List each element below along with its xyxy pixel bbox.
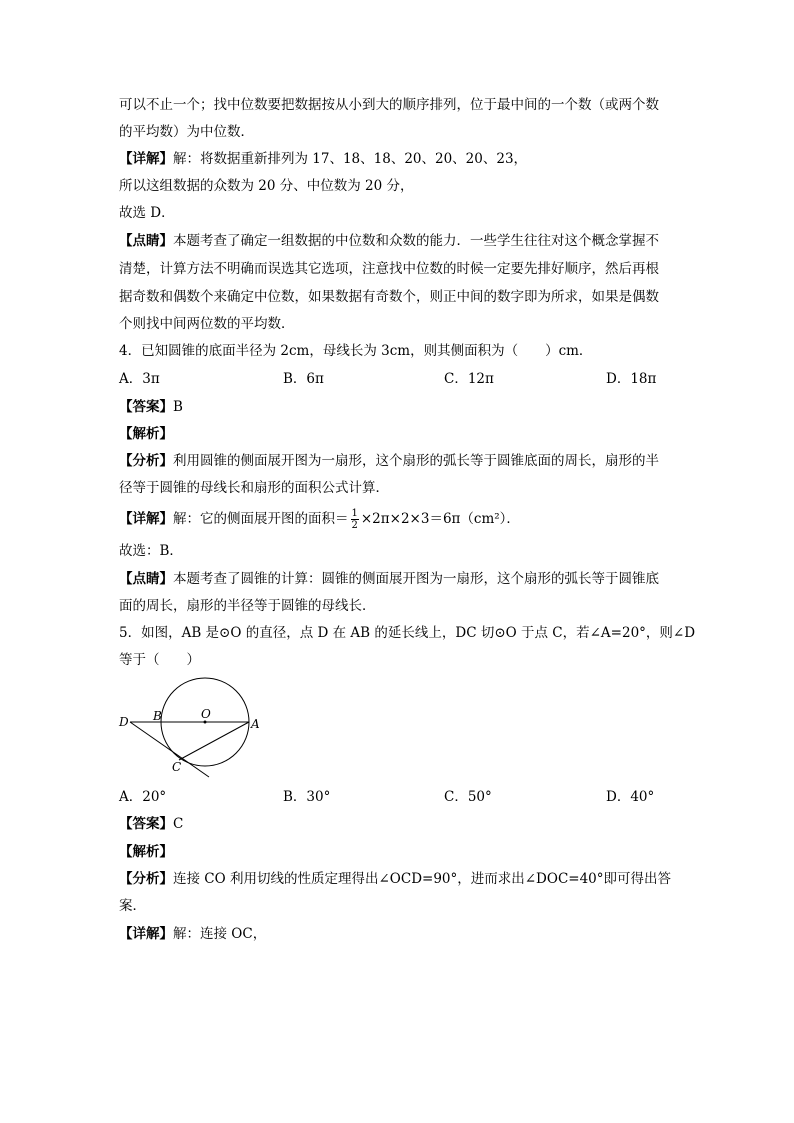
q5-detail-line	[119, 924, 679, 944]
text-line: 等于（ ）	[119, 652, 200, 668]
text-line: 可以不止一个；找中位数要把数据按从小到大的顺序排列，位于最中间的一个数（或两个数	[119, 97, 659, 113]
q4-option-b: B．6π	[283, 371, 324, 387]
q4-stem: 4．已知圆锥的底面半径为 2cm，母线长为 3cm，则其侧面积为（ ）cm．	[119, 343, 593, 359]
q5-option-b: B．30°	[283, 789, 331, 805]
text: 解：它的侧面展开图的面积＝	[173, 511, 349, 527]
text: 本题考查了确定一组数据的中位数和众数的能力．一些学生往往对这个概念掌握不	[173, 233, 659, 249]
text-line: 据奇数和偶数个来确定中位数，如果数据有奇数个，则正中间的数字即为所求，如果是偶数	[119, 289, 659, 305]
text-line: 的平均数）为中位数．	[119, 124, 254, 140]
section-tag: 【答案】	[119, 816, 173, 832]
geometry-figure	[117, 676, 267, 781]
q5-fenxi-line	[119, 869, 679, 889]
q4-option-c: C．12π	[444, 371, 494, 387]
answer-value: C	[173, 816, 184, 832]
label-c: C	[172, 760, 182, 774]
q4-analysis-tag: 【解析】	[119, 426, 173, 442]
text-line: 清楚，计算方法不明确而误选其它选项，注意找中位数的时候一定要先排好顺序，然后再根	[119, 261, 659, 277]
q4-comment-line	[119, 569, 679, 589]
section-tag: 【分析】	[119, 453, 173, 469]
q5-option-a: A．20°	[119, 789, 167, 805]
q4-fenxi-line	[119, 451, 679, 471]
q4-answer-line	[119, 397, 679, 417]
q3-comment-line	[119, 231, 679, 251]
text: 连接 CO 利用切线的性质定理得出∠OCD=90°，进而求出∠DOC=40°即可得出答	[173, 871, 672, 887]
q4-option-d: D．18π	[606, 371, 657, 387]
chord-ac	[179, 722, 249, 760]
text-line: 个则找中间两位数的平均数．	[119, 316, 295, 332]
section-tag: 【分析】	[119, 871, 173, 887]
text-line: 故选：B．	[119, 543, 183, 559]
text: 解：连接 OC，	[173, 926, 267, 942]
q5-stem: 5．如图，AB 是⊙O 的直径，点 D 在 AB 的延长线上，DC 切⊙O 于点 C，若∠A=20°，则∠D	[119, 625, 696, 641]
answer-value: B	[173, 399, 183, 415]
text-line: 径等于圆锥的母线长和扇形的面积公式计算．	[119, 480, 389, 496]
section-tag: 【详解】	[119, 151, 173, 167]
section-tag: 【详解】	[119, 926, 173, 942]
fraction-denominator: 2	[351, 520, 358, 531]
fraction-numerator: 1	[351, 508, 358, 519]
q3-detail-line	[119, 149, 679, 169]
q5-analysis-tag: 【解析】	[119, 844, 173, 860]
section-tag: 【详解】	[119, 511, 173, 527]
text: 本题考查了圆锥的计算：圆锥的侧面展开图为一扇形，这个扇形的弧长等于圆锥底	[173, 571, 659, 587]
q5-answer-line	[119, 814, 679, 834]
q4-detail-line	[119, 508, 679, 531]
text-line: 案．	[119, 898, 146, 914]
q5-option-c: C．50°	[444, 789, 492, 805]
fraction	[351, 508, 359, 531]
label-o: O	[201, 707, 211, 721]
section-tag: 【答案】	[119, 399, 173, 415]
text-line: 故选 D．	[119, 205, 175, 221]
text: 解：将数据重新排列为 17、18、18、20、20、20、23，	[173, 151, 528, 167]
tangent-line-dc	[130, 722, 209, 777]
label-d: D	[119, 715, 129, 729]
label-a: A	[251, 717, 260, 731]
q5-option-d: D．40°	[606, 789, 655, 805]
text: 利用圆锥的侧面展开图为一扇形，这个扇形的弧长等于圆锥底面的周长，扇形的半	[173, 453, 659, 469]
q4-option-a: A．3π	[119, 371, 160, 387]
label-b: B	[153, 709, 162, 723]
section-tag: 【点睛】	[119, 233, 173, 249]
text: ×2π×2×3＝6π（cm²）．	[360, 511, 520, 527]
text-line: 面的周长，扇形的半径等于圆锥的母线长．	[119, 598, 376, 614]
section-tag: 【点睛】	[119, 571, 173, 587]
text-line: 所以这组数据的众数为 20 分、中位数为 20 分，	[119, 178, 414, 194]
